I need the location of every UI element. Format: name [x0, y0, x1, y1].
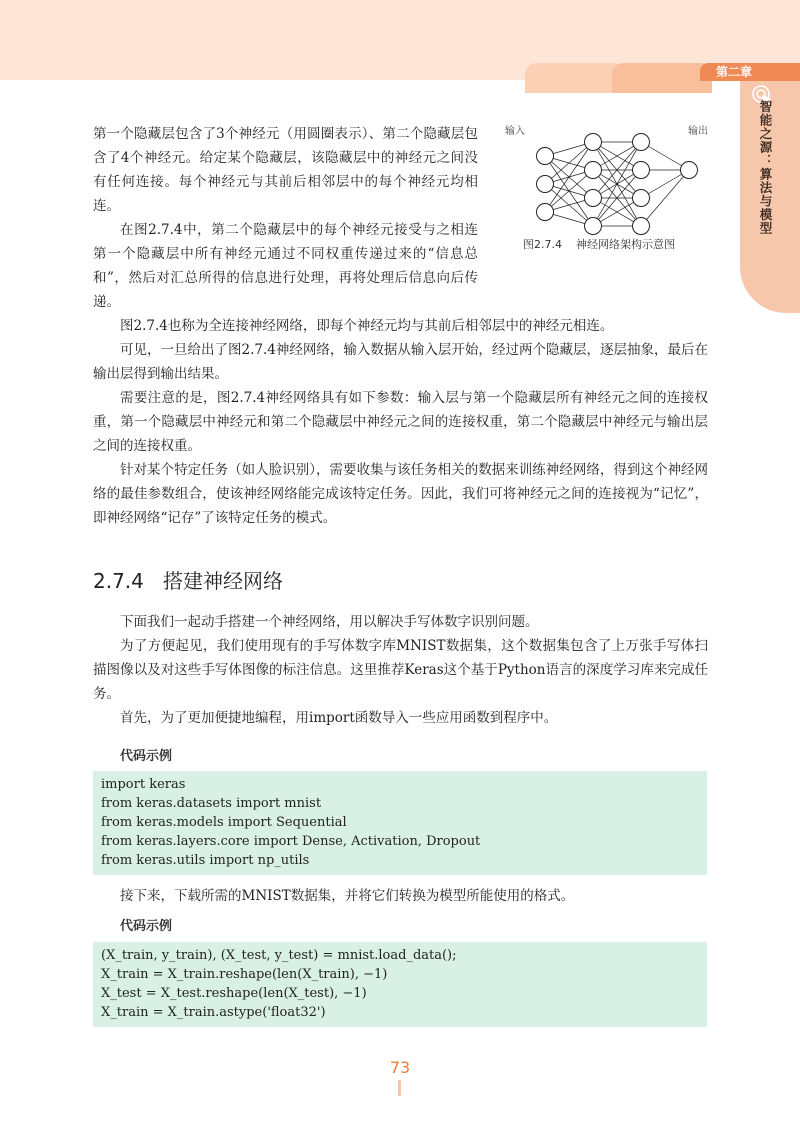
paragraph: 需要注意的是，图2.7.4神经网络具有如下参数：输入层与第一个隐藏层所有神经元之间的连接权重，第一个隐藏层中神经元和第二个隐藏层中神经元之间的连接权重，第二个隐藏层中神经元与输出层之间的连接权重。: [93, 390, 708, 454]
intro-text: [93, 122, 478, 314]
paragraph: 可见，一旦给出了图2.7.4神经网络，输入数据从输入层开始，经过两个隐藏层，逐层抽象，最后在输出层得到输出结果。: [93, 342, 708, 382]
paragraph: 为了方便起见，我们使用现有的手写体数字库MNIST数据集，这个数据集包含了上万张手写体扫描图像以及对这些手写体图像的标注信息。这里推荐Keras这个基于Python语言的深度学习库来完成任务。: [93, 638, 708, 702]
chapter-side-title: 智能之源：算法与模型: [758, 100, 773, 235]
neuron-node: [585, 218, 602, 235]
neuron-node: [633, 134, 650, 151]
neuron-node: [585, 190, 602, 207]
code-line: X_train = X_train.astype('float32'): [101, 1005, 326, 1020]
paragraph: 第一个隐藏层包含了3个神经元（用圆圈表示）、第二个隐藏层包含了4个神经元。给定某个隐藏层，该隐藏层中的神经元之间没有任何连接。每个神经元与其前后相邻层中的每个神经元均相连。: [93, 126, 478, 214]
code-block: [93, 942, 707, 1027]
neuron-node: [537, 176, 554, 193]
code-line: import keras: [101, 777, 186, 792]
connection-line: [545, 142, 593, 184]
connection-line: [545, 170, 593, 212]
body-text: [93, 314, 708, 530]
neuron-node: [633, 190, 650, 207]
code-line: X_train = X_train.reshape(len(X_train), −1): [101, 967, 388, 982]
code-line: from keras.layers.core import Dense, Activation, Dropout: [101, 834, 481, 849]
paragraph: 在图2.7.4中，第二个隐藏层中的每个神经元接受与之相连第一个隐藏层中所有神经元通过不同权重传递过来的“信息总和”，然后对汇总所得的信息进行处理，再将处理后信息向后传递。: [93, 222, 478, 310]
neuron-node: [633, 218, 650, 235]
page-marker: [398, 1080, 401, 1096]
section-heading: 2.7.4 搭建神经网络: [93, 569, 283, 593]
neuron-node: [633, 162, 650, 179]
neuron-node: [537, 148, 554, 165]
neuron-node: [681, 162, 698, 179]
code-example-label: 代码示例: [120, 919, 173, 934]
paragraph: 下面我们一起动手搭建一个神经网络，用以解决手写体数字识别问题。: [120, 614, 539, 630]
input-label: 输入: [505, 126, 525, 137]
paragraph: 接下来，下载所需的MNIST数据集，并将它们转换为模型所能使用的格式。: [120, 888, 575, 904]
network-diagram: [505, 118, 715, 238]
code-line: (X_train, y_train), (X_test, y_test) = mnist.load_data();: [101, 948, 457, 963]
neuron-node: [537, 204, 554, 221]
header-tab-decoration: [612, 63, 712, 93]
code-line: X_test = X_test.reshape(len(X_test), −1): [101, 986, 367, 1001]
page-number: 73: [389, 1058, 411, 1077]
section-text: [93, 610, 708, 730]
paragraph: 图2.7.4也称为全连接神经网络，即每个神经元均与其前后相邻层中的神经元相连。: [120, 318, 614, 334]
output-label: 输出: [688, 126, 708, 137]
paragraph: 首先，为了更加便捷地编程，用import函数导入一些应用函数到程序中。: [120, 710, 558, 726]
neuron-node: [585, 134, 602, 151]
paragraph: 针对某个特定任务（如人脸识别），需要收集与该任务相关的数据来训练神经网络，得到这个神经网络的最佳参数组合，使该神经网络能完成该特定任务。因此，我们可将神经元之间的连接视为“记忆”，即神经网络“记存”了该特定任务的模式。: [93, 462, 708, 526]
figure-caption: 图2.7.4 神经网络架构示意图: [523, 238, 675, 251]
code-line: from keras.utils import np_utils: [101, 853, 310, 868]
code-line: from keras.models import Sequential: [101, 815, 347, 830]
chapter-label: 第二章: [700, 63, 800, 81]
neuron-node: [585, 162, 602, 179]
code-example-label: 代码示例: [120, 749, 173, 764]
code-line: from keras.datasets import mnist: [101, 796, 322, 811]
code-block: [93, 771, 707, 875]
header-tab-decoration: [525, 63, 625, 93]
